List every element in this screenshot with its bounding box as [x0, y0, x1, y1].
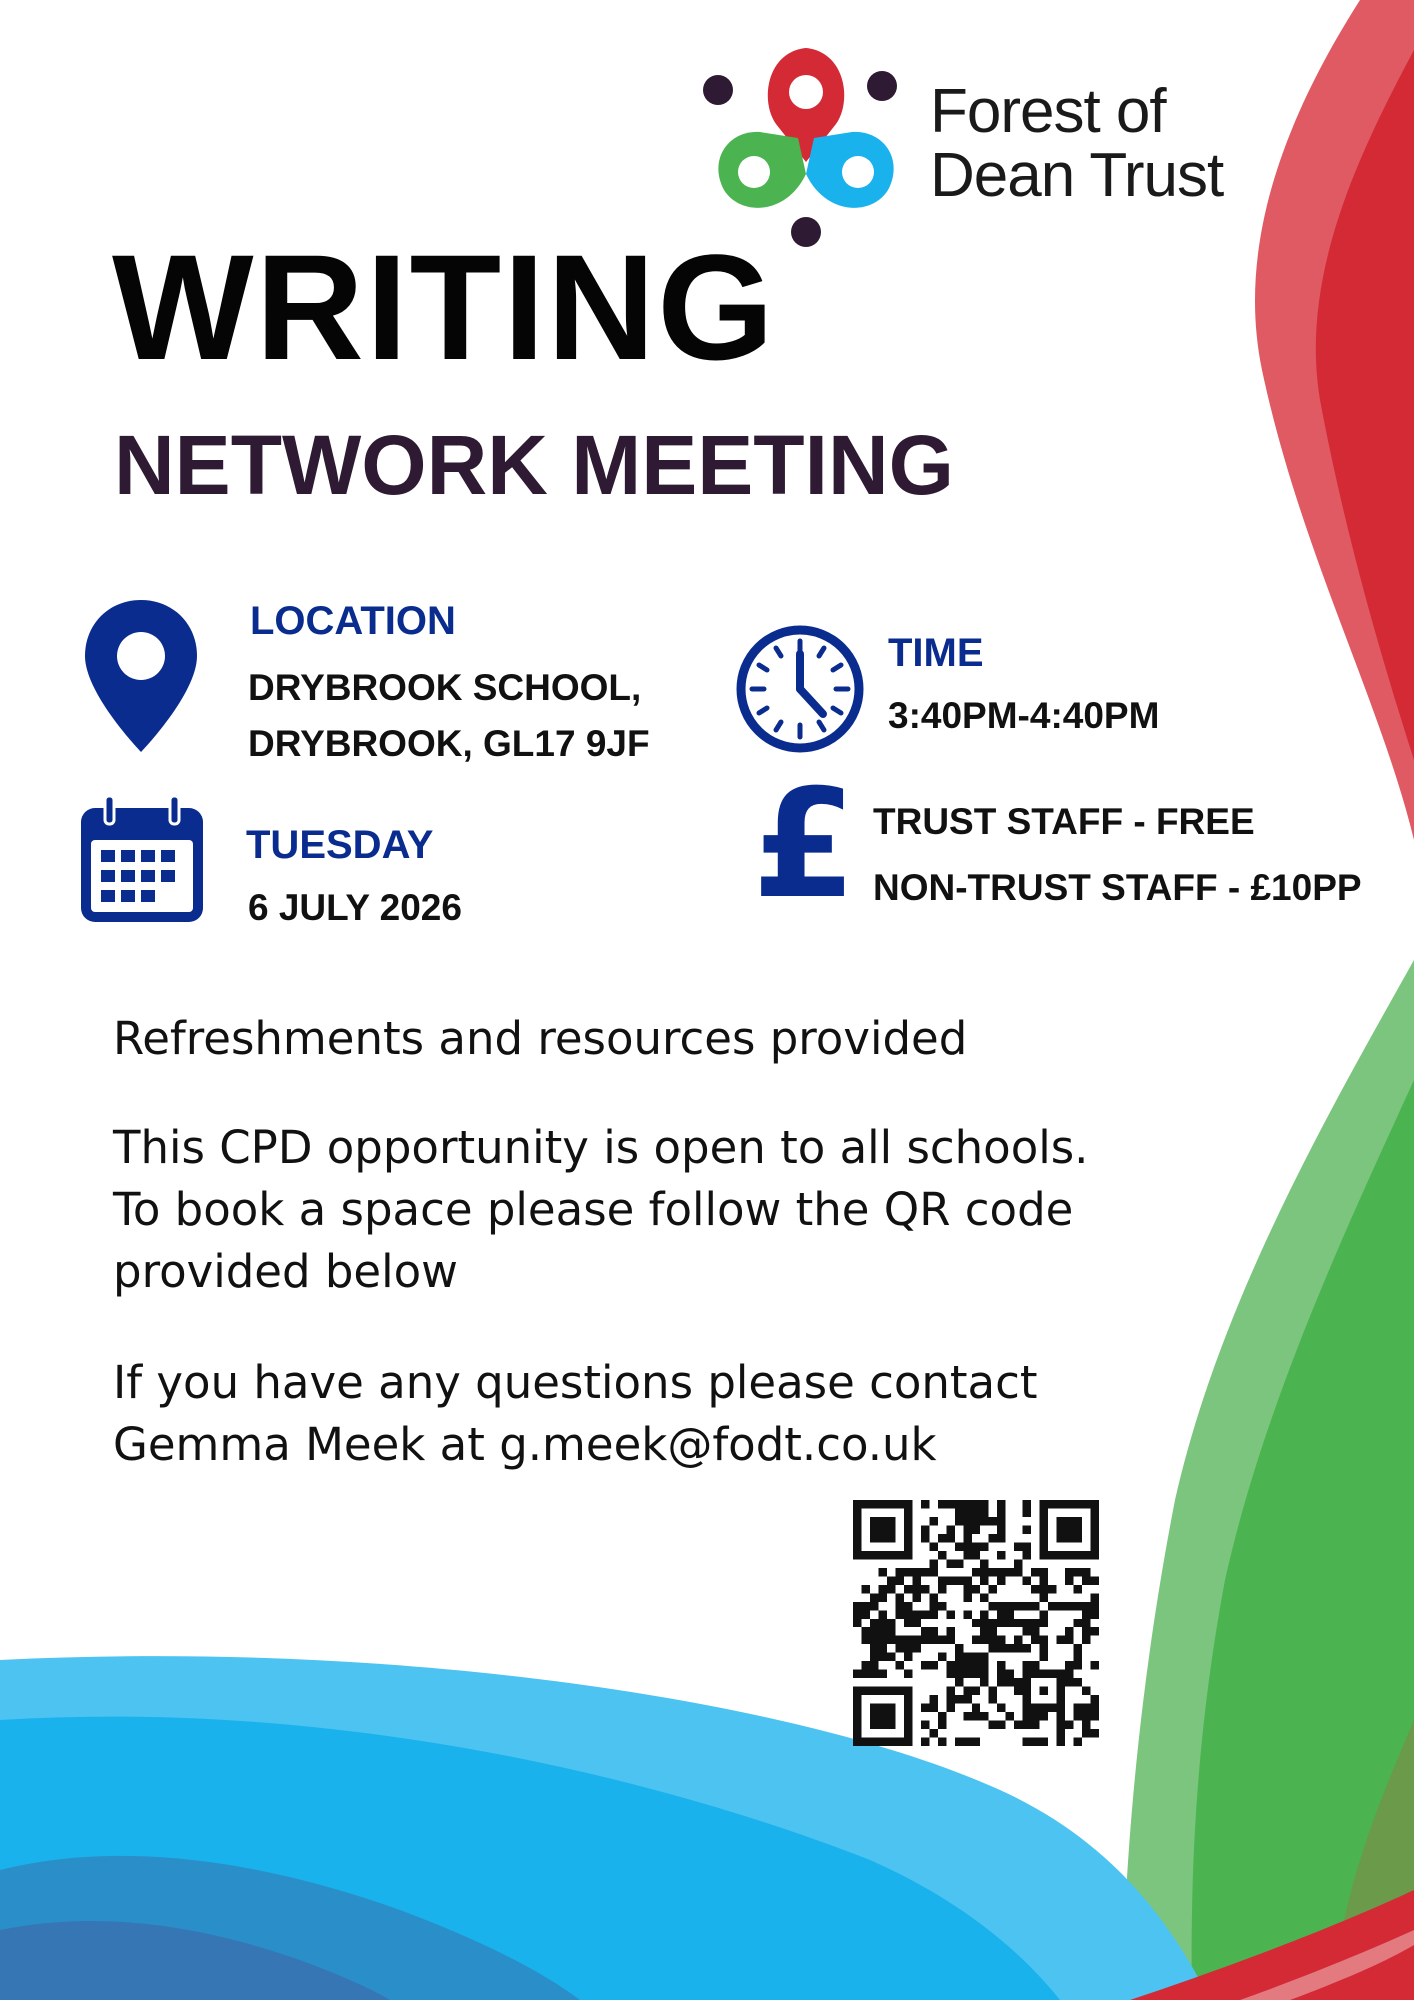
cpd-line-2: To book a space please follow the QR code: [113, 1183, 1074, 1236]
cpd-line-1: This CPD opportunity is open to all schools.: [113, 1121, 1089, 1174]
location-pin-icon: [83, 598, 199, 754]
logo-dot-bottom: [791, 217, 821, 247]
date-value: 6 JULY 2026: [248, 887, 462, 928]
page-title: WRITING: [112, 223, 776, 391]
contact-text: [113, 1352, 1037, 1476]
cpd-text: [113, 1117, 1088, 1303]
contact-line-1: If you have any questions please contact: [113, 1356, 1038, 1409]
brand-line-2: Dean Trust: [930, 141, 1224, 210]
page-subtitle: NETWORK MEETING: [114, 418, 954, 512]
logo-dot-left: [703, 75, 733, 105]
time-label: TIME: [888, 631, 984, 675]
cost-line-2: NON-TRUST STAFF - £10PP: [873, 867, 1362, 908]
location-line-2: DRYBROOK, GL17 9JF: [248, 723, 650, 764]
trust-logo: [694, 34, 906, 254]
calendar-icon: [77, 792, 207, 928]
pound-icon: £: [752, 758, 857, 932]
location-label: LOCATION: [250, 599, 456, 643]
cpd-line-3: provided below: [113, 1245, 458, 1298]
location-line-1: DRYBROOK SCHOOL,: [248, 667, 642, 708]
contact-line-2: Gemma Meek at g.meek@fodt.co.uk: [113, 1418, 937, 1471]
day-label: TUESDAY: [246, 823, 434, 867]
time-value: 3:40PM-4:40PM: [888, 695, 1160, 736]
refreshments-text: Refreshments and resources provided: [113, 1012, 968, 1065]
qr-code[interactable]: [853, 1500, 1099, 1746]
cost-line-1: TRUST STAFF - FREE: [873, 801, 1255, 842]
logo-dot-right: [867, 71, 897, 101]
brand-name: [930, 77, 1224, 210]
brand-line-1: Forest of: [930, 77, 1166, 146]
clock-icon: [735, 624, 865, 754]
